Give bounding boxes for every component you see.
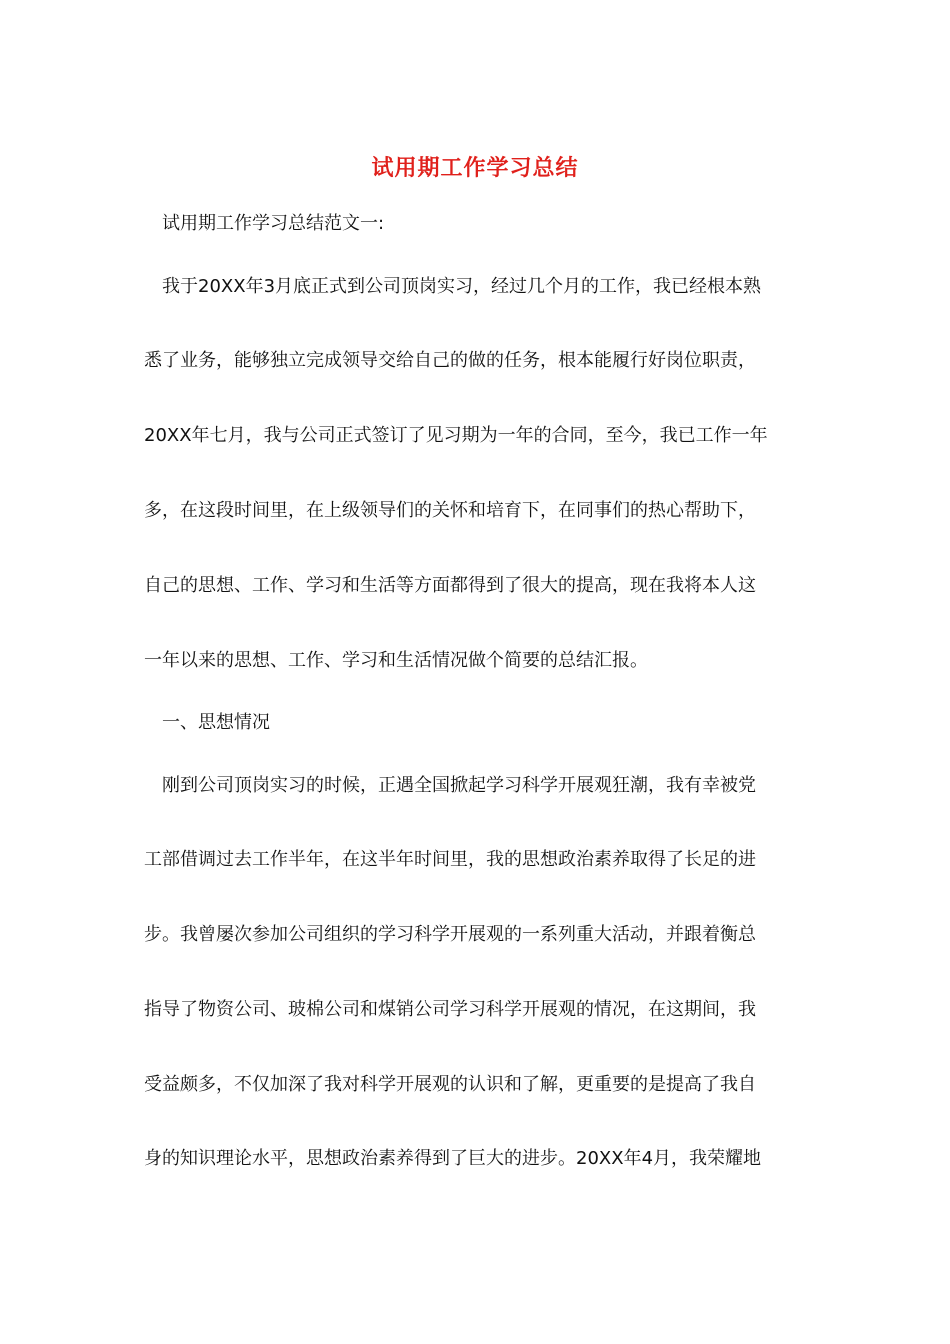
paragraph-line: 自己的思想、工作、学习和生活等方面都得到了很大的提高，现在我将本人这 <box>144 575 756 596</box>
paragraph-line: 多，在这段时间里，在上级领导们的关怀和培育下，在同事们的热心帮助下， <box>144 500 756 521</box>
section-heading: 一、思想情况 <box>162 712 270 733</box>
paragraph-line: 步。我曾屡次参加公司组织的学习科学开展观的一系列重大活动，并跟着衡总 <box>144 924 756 945</box>
paragraph-line: 指导了物资公司、玻棉公司和煤销公司学习科学开展观的情况，在这期间，我 <box>144 999 756 1020</box>
intro-line: 试用期工作学习总结范文一: <box>162 213 385 234</box>
paragraph-line: 我于20XX年3月底正式到公司顶岗实习，经过几个月的工作，我已经根本熟 <box>162 276 762 297</box>
paragraph-line: 一年以来的思想、工作、学习和生活情况做个简要的总结汇报。 <box>144 650 648 671</box>
paragraph-line: 悉了业务，能够独立完成领导交给自己的做的任务，根本能履行好岗位职责， <box>144 350 756 371</box>
paragraph-line: 受益颇多，不仅加深了我对科学开展观的认识和了解，更重要的是提高了我自 <box>144 1074 756 1095</box>
paragraph-line: 身的知识理论水平，思想政治素养得到了巨大的进步。20XX年4月，我荣耀地 <box>144 1148 762 1169</box>
paragraph-line: 工部借调过去工作半年，在这半年时间里，我的思想政治素养取得了长足的进 <box>144 849 756 870</box>
document-title: 试用期工作学习总结 <box>371 155 579 181</box>
paragraph-line: 刚到公司顶岗实习的时候，正遇全国掀起学习科学开展观狂潮，我有幸被党 <box>162 775 756 796</box>
paragraph-line: 20XX年七月，我与公司正式签订了见习期为一年的合同，至今，我已工作一年 <box>144 425 768 446</box>
